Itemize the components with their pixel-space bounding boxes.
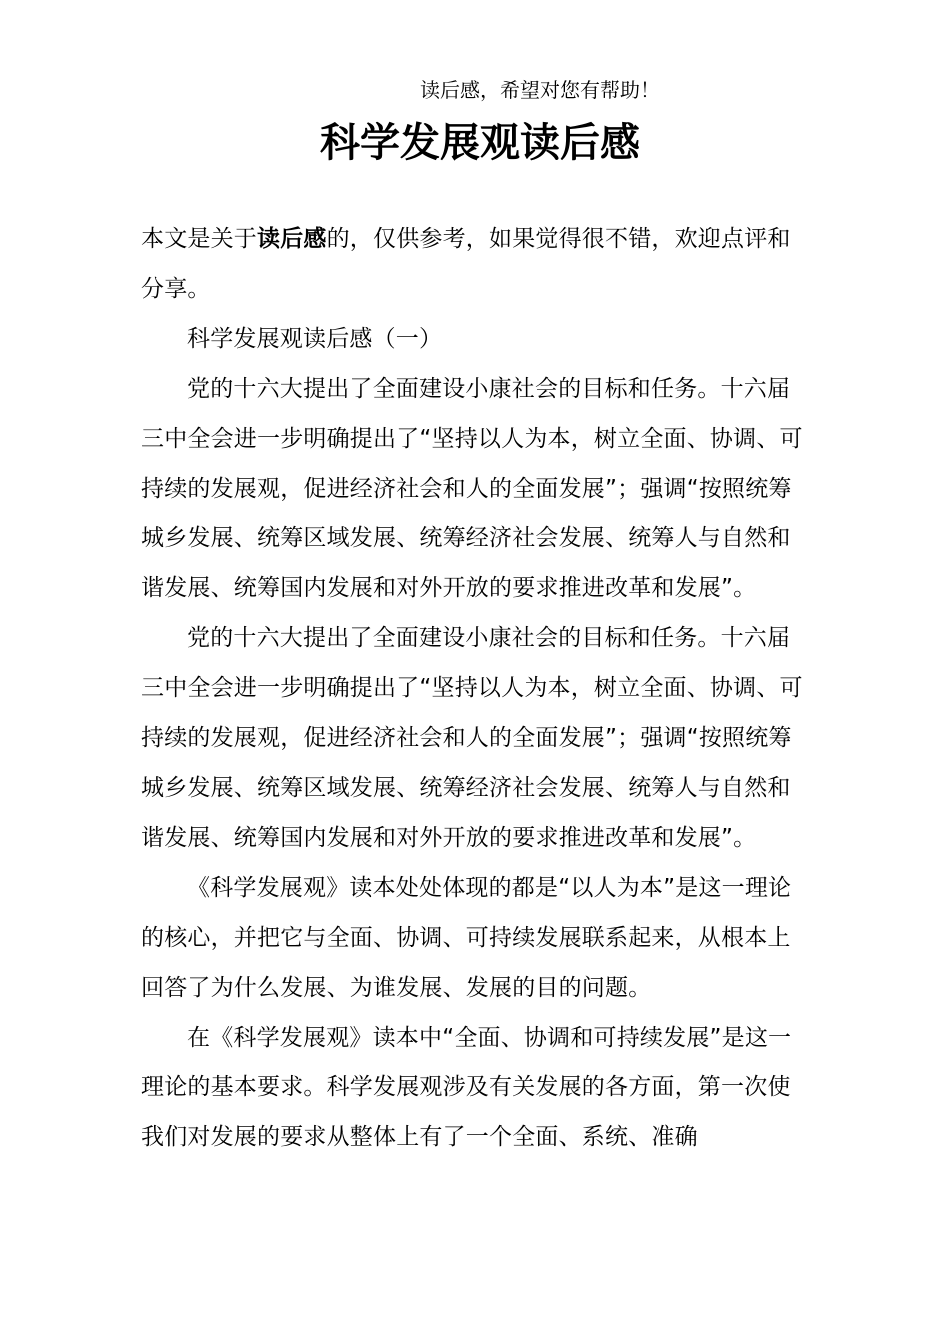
intro-text-after: 的，仅供参考，如果觉得很不错，欢迎点评和分享。 xyxy=(141,226,791,302)
body-paragraph-4: 在《科学发展观》读本中“全面、协调和可持续发展”是这一理论的基本要求。科学发展观涉及有关发展的各方面，第一次使我们对发展的要求从整体上有了一个全面、系统、准确 xyxy=(141,1024,792,1151)
document-body xyxy=(141,215,811,1163)
document-title: 科学发展观读后感 xyxy=(320,120,640,166)
body-paragraph-1: 党的十六大提出了全面建设小康社会的目标和任务。十六届三中全会进一步明确提出了“坚持以人为本，树立全面、协调、可持续的发展观，促进经济社会和人的全面发展”；强调“按照统筹城乡发展、统筹区域发展、统筹经济社会发展、统筹人与自然和谐发展、统筹国内发展和对外开放的要求推进改革和发展”。 xyxy=(141,375,803,602)
intro-paragraph xyxy=(141,215,811,315)
intro-keyword: 读后感 xyxy=(257,226,327,252)
body-paragraph-2: 党的十六大提出了全面建设小康社会的目标和任务。十六届三中全会进一步明确提出了“坚持以人为本，树立全面、协调、可持续的发展观，促进经济社会和人的全面发展”；强调“按照统筹城乡发展、统筹区域发展、统筹经济社会发展、统筹人与自然和谐发展、统筹国内发展和对外开放的要求推进改革和发展”。 xyxy=(141,625,803,851)
body-paragraph-3: 《科学发展观》读本处处体现的都是“以人为本”是这一理论的核心，并把它与全面、协调、可持续发展联系起来，从根本上回答了为什么发展、为谁发展、发展的目的问题。 xyxy=(141,874,792,1001)
header-note: 读后感，希望对您有帮助！ xyxy=(420,78,660,102)
section-heading: 科学发展观读后感（一） xyxy=(187,325,443,352)
intro-text-before: 本文是关于 xyxy=(141,226,257,252)
